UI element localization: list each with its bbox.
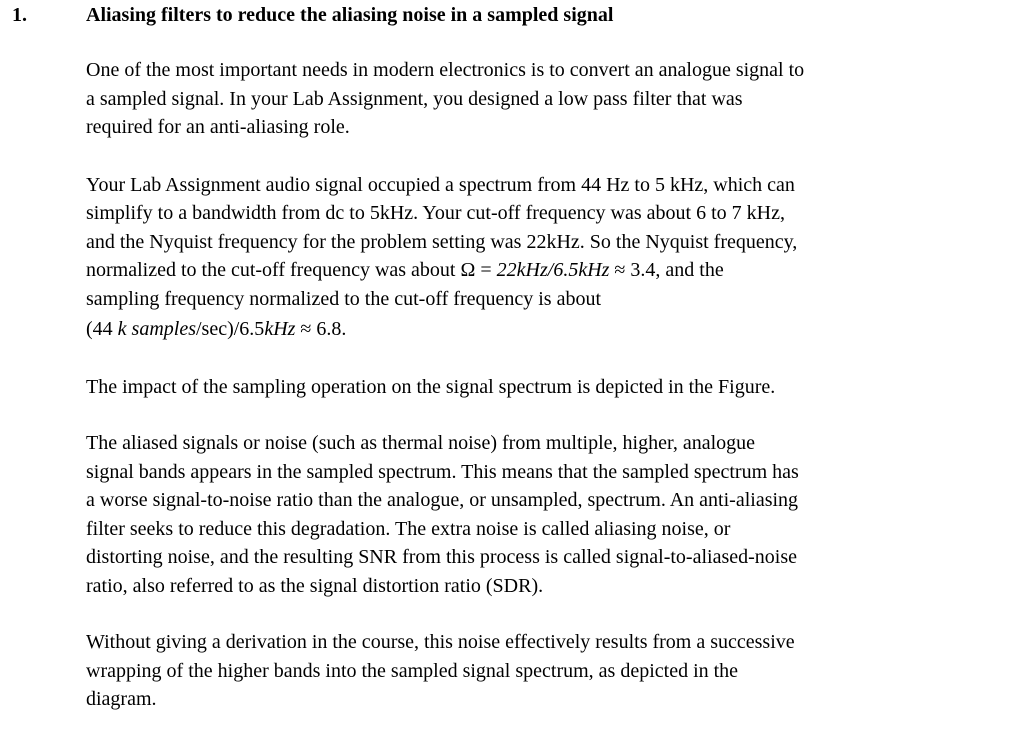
formula-open: (44 bbox=[86, 318, 118, 340]
text-line: filter seeks to reduce this degradation. The extra noise is called aliasing noise, or bbox=[86, 517, 731, 540]
section-number: 1. bbox=[12, 4, 27, 26]
text-line: One of the most important needs in modern electronics is to convert an analogue signal to bbox=[86, 59, 805, 81]
formula-approx: ≈ 6.8 bbox=[295, 318, 342, 340]
text-line: a worse signal-to-noise ratio than the analogue, or unsampled, spectrum. An anti-aliasing bbox=[86, 489, 799, 511]
paragraph-impact bbox=[86, 373, 986, 402]
paragraph-aliased-signals bbox=[86, 429, 986, 600]
text-line: Without giving a derivation in the course, this noise effectively results from a successive bbox=[86, 631, 795, 653]
omega-symbol: Ω bbox=[460, 259, 476, 281]
section-title: Aliasing filters to reduce the aliasing noise in a sampled signal bbox=[86, 4, 614, 26]
text-fragment: , and the bbox=[655, 259, 724, 281]
text-line-omega bbox=[86, 256, 986, 285]
sampling-formula bbox=[86, 315, 986, 344]
omega-expression: 22kHz/6.5kHz bbox=[496, 259, 610, 281]
text-fragment: normalized to the cut-off frequency was about bbox=[86, 259, 461, 281]
text-line: sampling frequency normalized to the cut-off frequency is about bbox=[86, 287, 602, 310]
formula-khz: kHz bbox=[264, 318, 296, 340]
text-line: The aliased signals or noise (such as thermal noise) from multiple, higher, analogue bbox=[86, 432, 756, 454]
text-line: The impact of the sampling operation on the signal spectrum is depicted in the Figure. bbox=[86, 375, 776, 398]
text-line: distorting noise, and the resulting SNR from this process is called signal-to-aliased-noise bbox=[86, 546, 797, 568]
paragraph-lab-assignment bbox=[86, 171, 986, 344]
omega-approx: ≈ 3.4 bbox=[609, 259, 656, 281]
text-line: a sampled signal. In your Lab Assignment, you designed a low pass filter that was bbox=[86, 87, 743, 110]
text-line: required for an anti-aliasing role. bbox=[86, 116, 350, 138]
formula-mid: /sec)/6.5 bbox=[196, 318, 265, 340]
text-line: and the Nyquist frequency for the problem setting was 22kHz. So the Nyquist frequency, bbox=[86, 230, 798, 253]
paragraph-intro bbox=[86, 56, 986, 142]
formula-k-samples: k samples bbox=[117, 318, 196, 340]
formula-end: . bbox=[341, 318, 347, 340]
text-line: diagram. bbox=[86, 688, 157, 710]
text-line: ratio, also referred to as the signal distortion ratio (SDR). bbox=[86, 574, 544, 597]
paragraph-derivation bbox=[86, 628, 986, 714]
text-line: Your Lab Assignment audio signal occupied a spectrum from 44 Hz to 5 kHz, which can bbox=[86, 173, 795, 196]
document-body bbox=[86, 56, 986, 742]
text-line: signal bands appears in the sampled spectrum. This means that the sampled spectrum has bbox=[86, 460, 799, 483]
text-line: simplify to a bandwidth from dc to 5kHz. Your cut-off frequency was about 6 to 7 kHz, bbox=[86, 202, 785, 224]
text-line: wrapping of the higher bands into the sampled signal spectrum, as depicted in the bbox=[86, 659, 739, 682]
math-equals: = bbox=[475, 259, 497, 281]
